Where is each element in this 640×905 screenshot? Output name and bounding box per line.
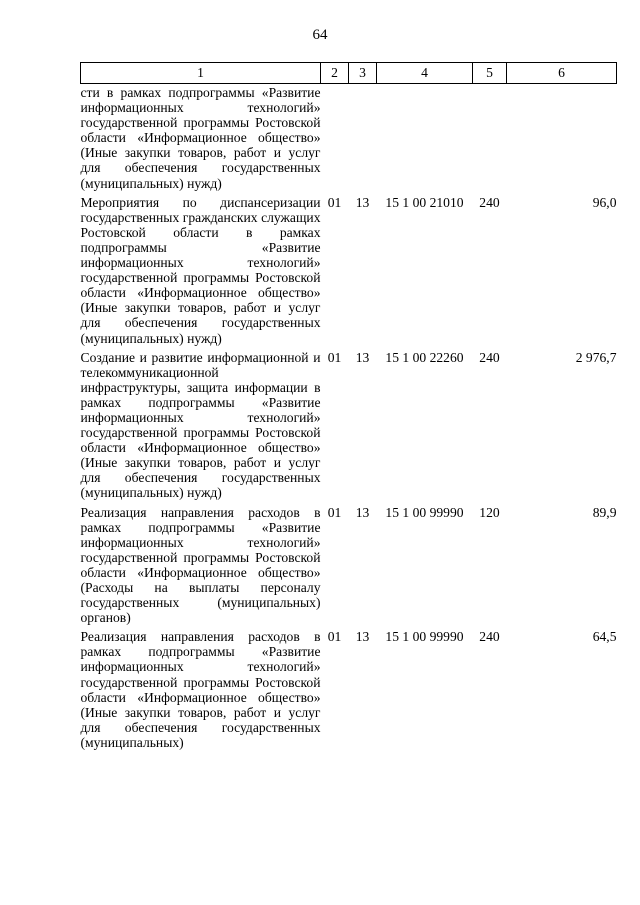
table-row-continuation (81, 84, 617, 191)
expense-type-code: 240 (479, 194, 500, 210)
expense-type-code: 120 (479, 504, 500, 520)
table-row (81, 191, 617, 346)
row-description: Мероприятия по диспансеризации государственных гражданских служащих Ростовской области в рамках подпрограммы «Развитие информационных технологий» государственной программы Ростовской области «Информационное общество» (Иные закупки товаров, работ и услуг для обеспечения государственных (муниципальных) нужд) (80, 194, 321, 346)
table-row (81, 346, 617, 501)
column-header: 3 (349, 63, 377, 84)
amount: 89,9 (592, 504, 617, 520)
row-description: Реализация направления расходов в рамках подпрограммы «Развитие информационных технологий» государственной программы Ростовской области «Информационное общество» (Иные закупки товаров, работ и услуг для обеспечения государственных (муниципальных) (80, 629, 321, 750)
target-article-code: 15 1 00 22260 (385, 349, 464, 365)
column-header: 4 (377, 63, 473, 84)
section-code: 01 (327, 194, 342, 210)
expense-type-code: 240 (479, 349, 500, 365)
target-article-code: 15 1 00 99990 (385, 504, 464, 520)
column-header: 2 (321, 63, 349, 84)
target-article-code: 15 1 00 99990 (385, 629, 464, 645)
section-code: 01 (327, 504, 342, 520)
subsection-code: 13 (355, 194, 370, 210)
table-row (81, 625, 617, 750)
target-article-code: 15 1 00 21010 (385, 194, 464, 210)
expense-type-code: 240 (479, 629, 500, 645)
subsection-code: 13 (355, 349, 370, 365)
amount: 96,0 (592, 194, 617, 210)
section-code: 01 (327, 629, 342, 645)
table-row (81, 501, 617, 626)
row-description: Создание и развитие информационной и телекоммуникационной инфраструктуры, защита информации в рамках подпрограммы «Развитие информационных технологий» государственной программы Ростовской области «Информационное общество» (Иные закупки товаров, работ и услуг для обеспечения государственных (муниципальных) нужд) (80, 349, 321, 501)
subsection-code: 13 (355, 504, 370, 520)
budget-table (80, 62, 617, 750)
page-number: 64 (312, 27, 328, 43)
row-description: сти в рамках подпрограммы «Развитие информационных технологий» государственной программы Ростовской области «Информационное общество» (Иные закупки товаров, работ и услуг для обеспечения государственных (муниципальных) нужд) (80, 85, 321, 191)
subsection-code: 13 (355, 629, 370, 645)
column-header: 1 (81, 63, 321, 84)
column-header: 6 (507, 63, 617, 84)
table-header-row (81, 63, 617, 84)
amount: 2 976,7 (575, 349, 617, 365)
amount: 64,5 (592, 629, 617, 645)
row-description: Реализация направления расходов в рамках подпрограммы «Развитие информационных технологий» государственной программы Ростовской области «Информационное общество» (Расходы на выплаты персоналу государственных (муниципальных) органов) (80, 504, 321, 626)
section-code: 01 (327, 349, 342, 365)
column-header: 5 (473, 63, 507, 84)
